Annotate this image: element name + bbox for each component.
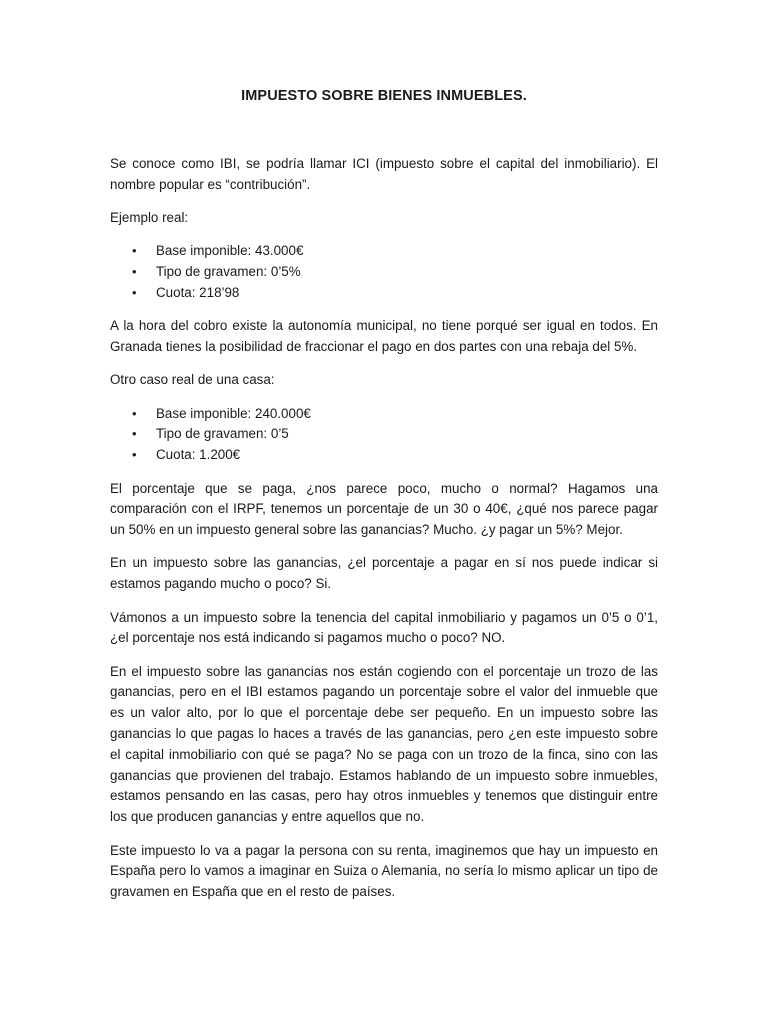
bullet-icon: • bbox=[132, 405, 137, 421]
document-title: IMPUESTO SOBRE BIENES INMUEBLES. bbox=[241, 88, 527, 104]
list-item bbox=[110, 424, 658, 445]
bullet-icon: • bbox=[132, 264, 137, 280]
list-item-text: Cuota: 1.200€ bbox=[156, 447, 241, 463]
list-item-text: Tipo de gravamen: 0’5% bbox=[156, 264, 301, 280]
paragraph-income-payment: Este impuesto lo va a pagar la persona con su renta, imaginemos que hay un impuesto en España pero lo vamos a imaginar en Suiza o Alemania, no sería lo mismo aplicar un tipo de gravamen en España que en el resto de países. bbox=[110, 842, 658, 900]
paragraph-ibi-explanation: En el impuesto sobre las ganancias nos están cogiendo con el porcentaje un trozo de las ganancias, pero en el IBI estamos pagando un porcentaje sobre el valor del inmueble que es un valor alto, por lo que el porcentaje debe ser pequeño. En un impuesto sobre las ganancias lo que pagas lo haces a través de las ganancias, pero ¿en este impuesto sobre el capital inmobiliario con qué se paga? No se paga con un trozo de la finca, sino con las ganancias que provienen del trabajo. Estamos hablando de un impuesto sobre inmuebles, estamos pensando en las casas, pero hay otros inmuebles y tenemos que distinguir entre los que producen ganancias y entre aquellos que no. bbox=[110, 663, 658, 825]
paragraph-example-heading: Ejemplo real: bbox=[110, 210, 189, 226]
bullet-icon: • bbox=[132, 243, 137, 259]
paragraph-percentage-question: El porcentaje que se paga, ¿nos parece poco, mucho o normal? Hagamos una comparación con el IRPF, tenemos un porcentaje de un 30 o 40€, ¿qué nos parece pagar un 50% en un impuesto general sobre las ganancias? Mucho. ¿y pagar un 5%? Mejor. bbox=[110, 480, 658, 538]
document-body bbox=[110, 154, 658, 915]
list-item bbox=[110, 283, 658, 304]
list-item bbox=[110, 262, 658, 283]
example-list-1 bbox=[110, 241, 658, 303]
bullet-icon: • bbox=[132, 426, 137, 442]
list-item bbox=[110, 404, 658, 425]
list-item bbox=[110, 445, 658, 466]
list-item-text: Base imponible: 240.000€ bbox=[156, 405, 311, 421]
paragraph-municipal-autonomy: A la hora del cobro existe la autonomía municipal, no tiene porqué ser igual en todos. En Granada tienes la posibilidad de fraccionar el pago en dos partes con una rebaja del 5%. bbox=[110, 318, 658, 355]
list-item-text: Tipo de gravamen: 0’5 bbox=[156, 426, 289, 442]
bullet-icon: • bbox=[132, 284, 137, 300]
list-item-text: Cuota: 218’98 bbox=[156, 284, 240, 300]
paragraph-gains-tax: En un impuesto sobre las ganancias, ¿el porcentaje a pagar en sí nos puede indicar si estamos pagando mucho o poco? Si. bbox=[110, 555, 658, 592]
paragraph-capital-tax: Vámonos a un impuesto sobre la tenencia del capital inmobiliario y pagamos un 0’5 o 0’1, ¿el porcentaje nos está indicando si pagamos mucho o poco? NO. bbox=[110, 609, 658, 646]
list-item-text: Base imponible: 43.000€ bbox=[156, 243, 304, 259]
paragraph-intro: Se conoce como IBI, se podría llamar ICI (impuesto sobre el capital del inmobiliario). El nombre popular es “contribución”. bbox=[110, 156, 658, 192]
paragraph-second-example-heading: Otro caso real de una casa: bbox=[110, 372, 275, 388]
bullet-icon: • bbox=[132, 447, 137, 463]
example-list-2 bbox=[110, 404, 658, 466]
list-item bbox=[110, 241, 658, 262]
